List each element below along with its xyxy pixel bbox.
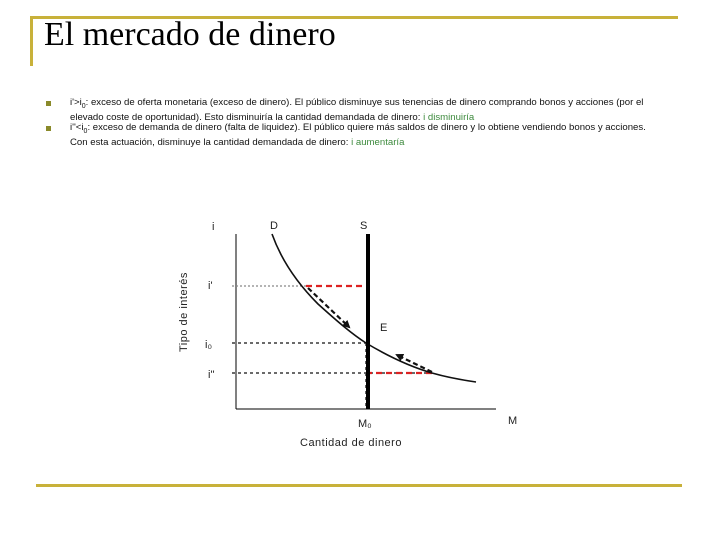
bullet-conclusion: i aumentaría [351, 136, 405, 148]
bullet-conclusion: i disminuiría [423, 111, 475, 123]
i-low-label: i'' [208, 369, 215, 381]
i-high-label: i' [208, 280, 213, 292]
demand-label: D [270, 220, 278, 232]
bullet-subscript: 0 [83, 128, 88, 135]
arrow-up-to-equilibrium [397, 355, 432, 372]
bullet-prefix: i'>i [70, 97, 82, 108]
quantity-m0-label: M₀ [358, 418, 372, 430]
arrow-down-to-equilibrium [308, 288, 349, 327]
supply-label: S [360, 220, 368, 232]
bullet-text: : exceso de oferta monetaria (exceso de dinero). El público disminuye sus tenencias de dinero comprando bonos y acciones (por el elevado coste de oportunidad). Esto disminuiría la cantidad demandada de dinero: [70, 97, 644, 123]
equilibrium-label: E [380, 322, 388, 334]
y-axis-title: Tipo de interés [178, 272, 190, 352]
y-symbol-label: i [212, 221, 215, 233]
bullet-text: : exceso de demanda de dinero (falta de liquidez). El público quiere más saldos de dinero y lo obtiene vendiendo bonos y acciones. Con esta actuación, disminuye la cantidad demandada de dinero: [70, 122, 646, 148]
x-axis-title: Cantidad de dinero [300, 437, 402, 449]
bullet-prefix: i''<i [70, 122, 84, 134]
bullet-subscript: 0 [81, 102, 86, 110]
i-equilibrium-label: i₀ [205, 339, 213, 351]
demand-curve [272, 234, 476, 382]
page-title: El mercado de dinero [44, 16, 336, 53]
x-symbol-label: M [508, 415, 518, 427]
